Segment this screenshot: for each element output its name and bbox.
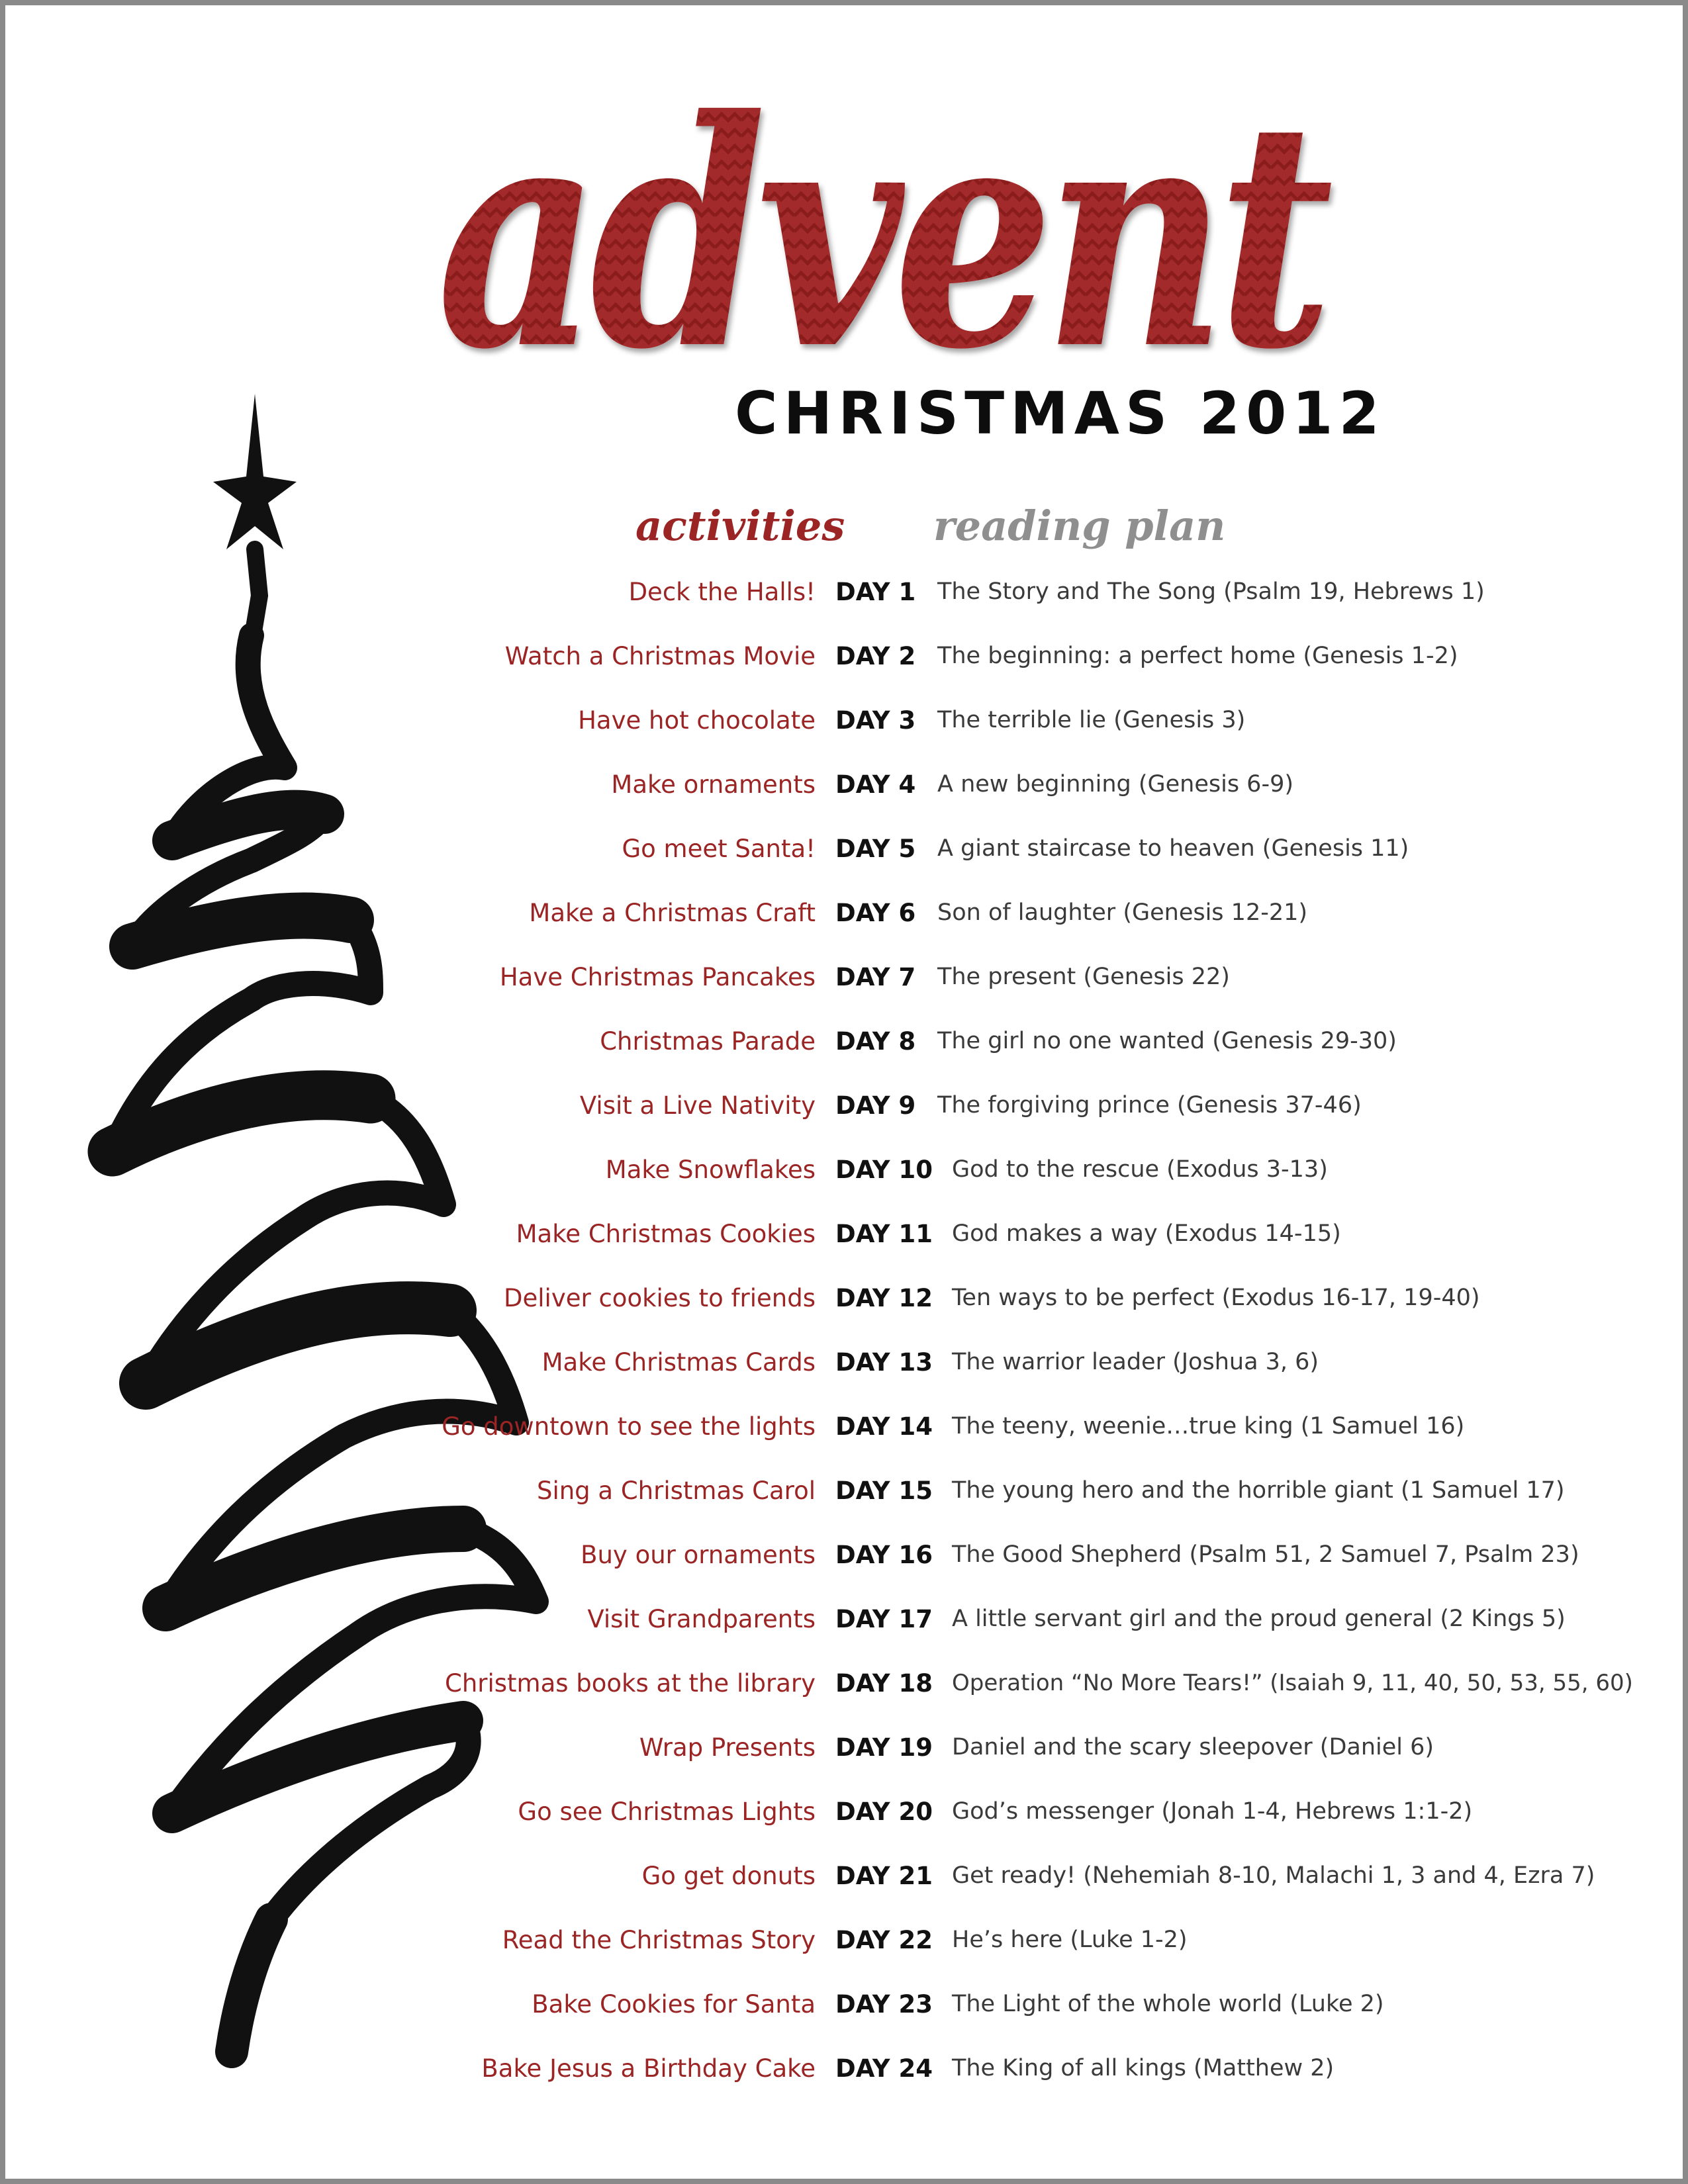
activity-label: Bake Cookies for Santa bbox=[532, 1990, 816, 2019]
schedule-row bbox=[0, 1715, 1688, 1780]
reading-plan-heading: reading plan bbox=[933, 502, 1226, 550]
day-label: DAY 7 bbox=[835, 963, 916, 991]
activities-heading: activities bbox=[635, 502, 845, 550]
day-label: DAY 20 bbox=[835, 1797, 933, 1826]
reading-label: He’s here (Luke 1-2) bbox=[952, 1927, 1188, 1953]
day-label: DAY 18 bbox=[835, 1669, 933, 1698]
reading-label: Ten ways to be perfect (Exodus 16-17, 19-40) bbox=[952, 1285, 1480, 1311]
reading-label: Son of laughter (Genesis 12-21) bbox=[937, 899, 1308, 926]
reading-label: The forgiving prince (Genesis 37-46) bbox=[937, 1092, 1362, 1118]
activity-label: Wrap Presents bbox=[639, 1733, 816, 1762]
activity-label: Read the Christmas Story bbox=[502, 1926, 816, 1954]
schedule-row bbox=[0, 945, 1688, 1009]
day-label: DAY 21 bbox=[835, 1862, 933, 1890]
schedule-row bbox=[0, 1202, 1688, 1266]
reading-label: The girl no one wanted (Genesis 29-30) bbox=[937, 1028, 1397, 1054]
day-label: DAY 12 bbox=[835, 1284, 933, 1312]
activity-label: Make a Christmas Craft bbox=[529, 899, 816, 927]
reading-label: Daniel and the scary sleepover (Daniel 6) bbox=[952, 1734, 1434, 1760]
day-label: DAY 3 bbox=[835, 706, 916, 735]
day-label: DAY 10 bbox=[835, 1156, 933, 1184]
day-label: DAY 23 bbox=[835, 1990, 933, 2019]
activity-label: Go get donuts bbox=[641, 1862, 816, 1890]
reading-label: Get ready! (Nehemiah 8-10, Malachi 1, 3 and 4, Ezra 7) bbox=[952, 1862, 1595, 1889]
schedule-row bbox=[0, 1009, 1688, 1073]
day-label: DAY 14 bbox=[835, 1412, 933, 1441]
day-label: DAY 19 bbox=[835, 1733, 933, 1762]
day-label: DAY 4 bbox=[835, 770, 916, 799]
reading-label: The teeny, weenie…true king (1 Samuel 16) bbox=[952, 1413, 1465, 1439]
reading-label: God to the rescue (Exodus 3-13) bbox=[952, 1156, 1328, 1183]
schedule-row bbox=[0, 1394, 1688, 1459]
reading-label: A little servant girl and the proud general (2 Kings 5) bbox=[952, 1606, 1566, 1632]
schedule-row bbox=[0, 1972, 1688, 2036]
activity-label: Visit a Live Nativity bbox=[579, 1091, 816, 1120]
schedule-row bbox=[0, 1330, 1688, 1394]
activity-label: Make Snowflakes bbox=[605, 1156, 816, 1184]
day-label: DAY 17 bbox=[835, 1605, 933, 1633]
schedule-row bbox=[0, 1523, 1688, 1587]
schedule-row bbox=[0, 752, 1688, 817]
schedule-row bbox=[0, 560, 1688, 624]
day-label: DAY 5 bbox=[835, 835, 916, 863]
activity-label: Christmas Parade bbox=[600, 1027, 816, 1056]
reading-label: The present (Genesis 22) bbox=[937, 964, 1230, 990]
day-label: DAY 22 bbox=[835, 1926, 933, 1954]
activity-label: Watch a Christmas Movie bbox=[504, 642, 816, 670]
schedule-row bbox=[0, 1266, 1688, 1330]
reading-label: Operation “No More Tears!” (Isaiah 9, 11, 40, 50, 53, 55, 60) bbox=[952, 1670, 1633, 1696]
reading-label: God makes a way (Exodus 14-15) bbox=[952, 1220, 1341, 1247]
activity-label: Go meet Santa! bbox=[622, 835, 816, 863]
advent-title-text: advent bbox=[437, 52, 1332, 418]
activity-label: Have hot chocolate bbox=[578, 706, 816, 735]
activity-label: Have Christmas Pancakes bbox=[499, 963, 816, 991]
schedule-row bbox=[0, 1138, 1688, 1202]
reading-label: The Light of the whole world (Luke 2) bbox=[952, 1991, 1384, 2017]
activity-label: Buy our ornaments bbox=[581, 1541, 816, 1569]
activity-label: Go downtown to see the lights bbox=[442, 1412, 816, 1441]
reading-label: God’s messenger (Jonah 1-4, Hebrews 1:1-2) bbox=[952, 1798, 1473, 1825]
day-label: DAY 9 bbox=[835, 1091, 916, 1120]
schedule-row bbox=[0, 1073, 1688, 1138]
advent-title bbox=[424, 13, 1350, 437]
day-label: DAY 1 bbox=[835, 578, 916, 606]
schedule-row bbox=[0, 817, 1688, 881]
reading-label: The King of all kings (Matthew 2) bbox=[952, 2055, 1335, 2081]
activity-label: Deliver cookies to friends bbox=[504, 1284, 816, 1312]
christmas-year-subtitle: CHRISTMAS 2012 bbox=[735, 379, 1385, 447]
schedule-row bbox=[0, 624, 1688, 688]
schedule-row bbox=[0, 2036, 1688, 2101]
day-label: DAY 24 bbox=[835, 2054, 933, 2083]
day-label: DAY 16 bbox=[835, 1541, 933, 1569]
activity-label: Go see Christmas Lights bbox=[518, 1797, 816, 1826]
reading-label: The beginning: a perfect home (Genesis 1-2) bbox=[937, 643, 1458, 669]
day-label: DAY 6 bbox=[835, 899, 916, 927]
activity-label: Make Christmas Cards bbox=[541, 1348, 816, 1377]
schedule-row bbox=[0, 1780, 1688, 1844]
day-label: DAY 15 bbox=[835, 1477, 933, 1505]
day-label: DAY 8 bbox=[835, 1027, 916, 1056]
day-label: DAY 13 bbox=[835, 1348, 933, 1377]
reading-label: The warrior leader (Joshua 3, 6) bbox=[952, 1349, 1319, 1375]
reading-label: The terrible lie (Genesis 3) bbox=[937, 707, 1246, 733]
reading-label: A new beginning (Genesis 6-9) bbox=[937, 771, 1294, 797]
schedule-row bbox=[0, 881, 1688, 945]
day-label: DAY 2 bbox=[835, 642, 916, 670]
schedule-row bbox=[0, 1651, 1688, 1715]
schedule-row bbox=[0, 1844, 1688, 1908]
reading-label: A giant staircase to heaven (Genesis 11) bbox=[937, 835, 1409, 862]
schedule-row bbox=[0, 1587, 1688, 1651]
reading-label: The Story and The Song (Psalm 19, Hebrews 1) bbox=[937, 578, 1485, 605]
activity-label: Make Christmas Cookies bbox=[516, 1220, 816, 1248]
schedule-row bbox=[0, 1459, 1688, 1523]
activity-label: Make ornaments bbox=[611, 770, 816, 799]
schedule-row bbox=[0, 1908, 1688, 1972]
day-label: DAY 11 bbox=[835, 1220, 933, 1248]
activity-label: Deck the Halls! bbox=[628, 578, 816, 606]
activity-label: Sing a Christmas Carol bbox=[536, 1477, 816, 1505]
star-icon bbox=[213, 394, 297, 549]
schedule-row bbox=[0, 688, 1688, 752]
reading-label: The Good Shepherd (Psalm 51, 2 Samuel 7, Psalm 23) bbox=[952, 1541, 1579, 1568]
activity-label: Bake Jesus a Birthday Cake bbox=[481, 2054, 816, 2083]
reading-label: The young hero and the horrible giant (1 Samuel 17) bbox=[952, 1477, 1565, 1504]
activity-label: Visit Grandparents bbox=[587, 1605, 816, 1633]
activity-label: Christmas books at the library bbox=[444, 1669, 816, 1698]
